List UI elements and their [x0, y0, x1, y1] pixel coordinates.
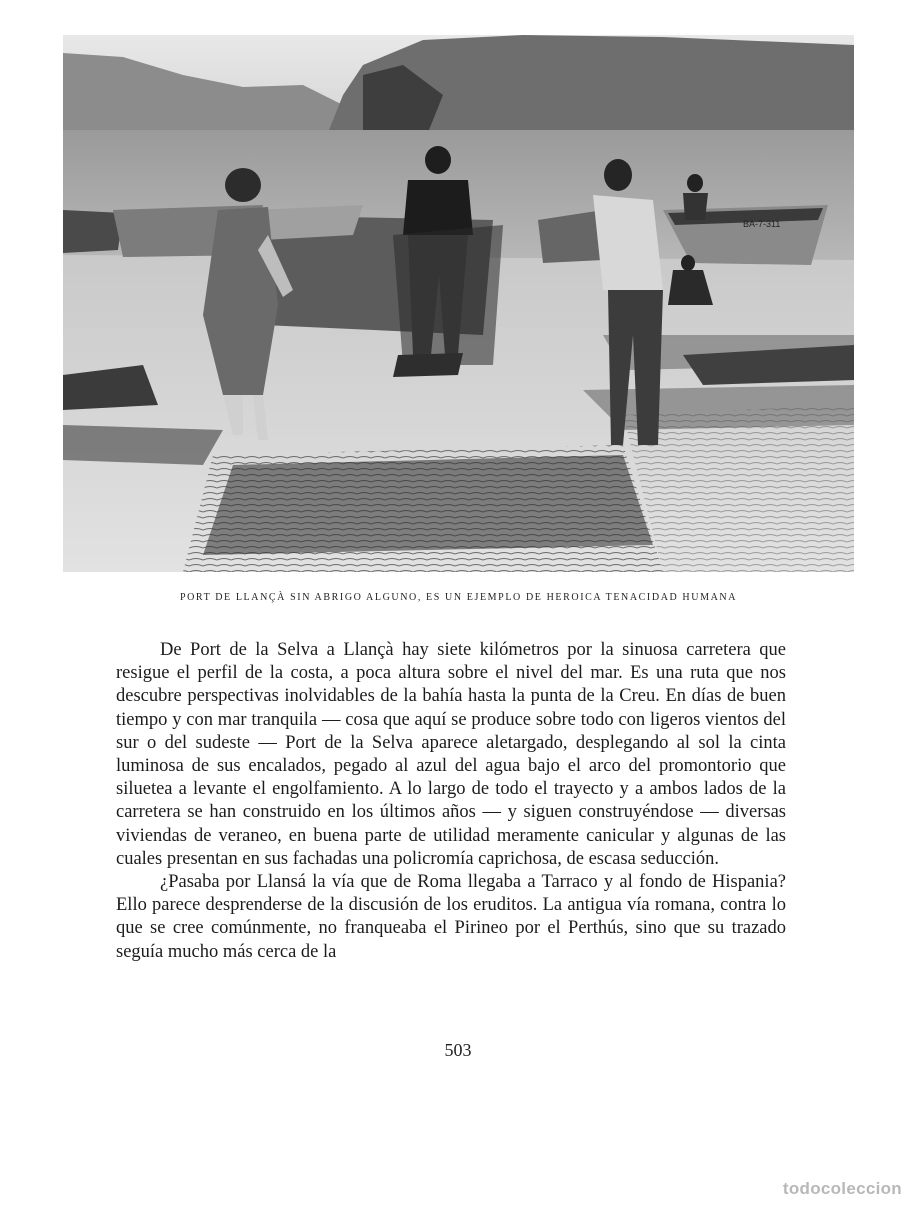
photograph [63, 35, 854, 572]
watermark: todocoleccion [782, 1179, 902, 1198]
paragraph: De Port de la Selva a Llançà hay siete kilómetros por la sinuosa carretera que resigue el perfil de la costa, a poca altura sobre el nivel del mar. Es una ruta que nos descubre perspectivas inolvidables de la bahía hasta la punta de la Creu. En días de buen tiempo y con mar tranquila — cosa que aquí se produce sobre todo con ligeros vientos del sur o del sudeste — Port de la Selva aparece aletargado, desplegando al sol la cinta luminosa de sus encalados, pegado al azul del agua bajo el arco del promontorio que silueteа a levante el engolfamiento. A lo largo de todo el trayecto y a ambos lados de la carretera se han construido en los últimos años — y siguen construyéndose — diversas viviendas de veraneo, en buena parte de utilidad meramente canicular y algunas de las cuales presentan en sus fachadas una policromía caprichosa, de escasa seducción. [116, 640, 786, 869]
boat-registration: BA-7-311 [743, 219, 781, 229]
photo-caption: PORT DE LLANÇÀ SIN ABRIGO ALGUNO, ES UN EJEMPLO DE HEROICA TENACIDAD HUMANA [179, 592, 738, 603]
page-number: 503 [444, 1040, 472, 1060]
paragraph: ¿Pasaba por Llansá la vía que de Roma llegaba a Tarraco y al fondo de Hispania? Ello parece desprenderse de la discusión de los eruditos. La antigua vía romana, contra lo que se cree comúnmente, no franqueaba el Pirineo por el Perthús, sino que su trazado seguía mucho más cerca de la [116, 872, 786, 962]
body-text [116, 639, 786, 964]
fishermen-beach-photo [63, 35, 854, 572]
